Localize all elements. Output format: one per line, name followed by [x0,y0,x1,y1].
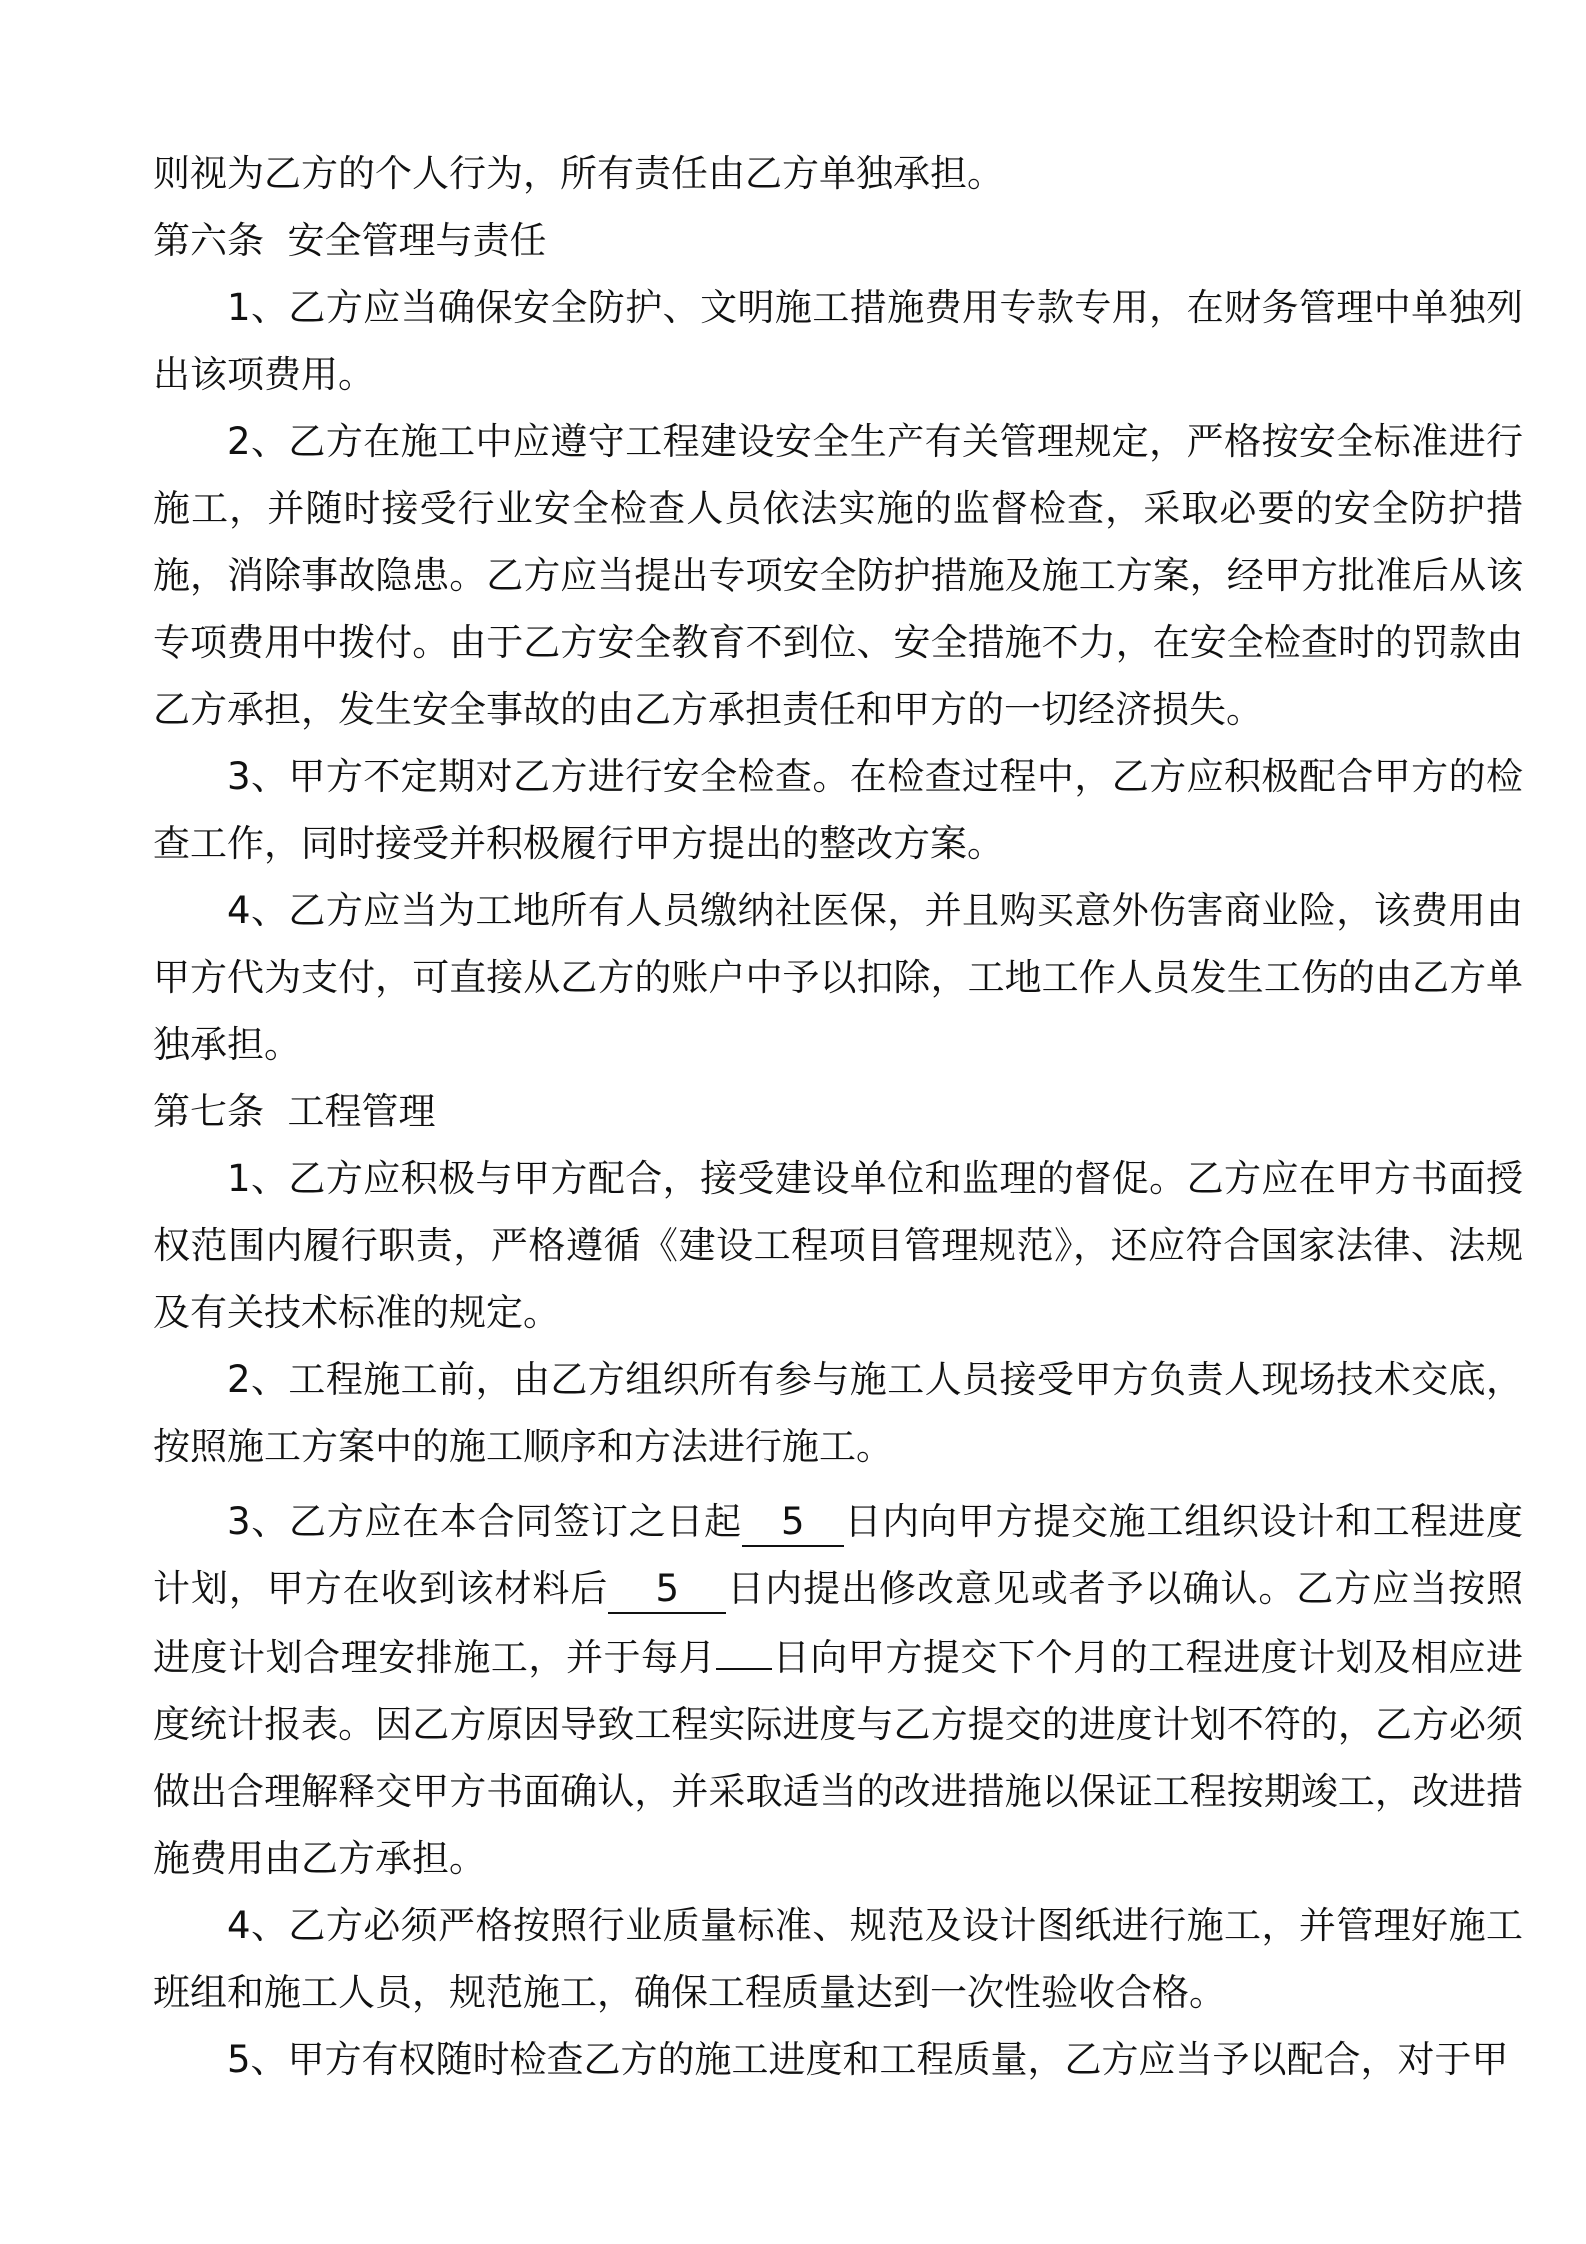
article-7-item-2: 2、工程施工前，由乙方组织所有参与施工人员接受甲方负责人现场技术交底，按照施工方案中的施工顺序和方法进行施工。 [153,1358,1523,1468]
review-days-blank: 5 [608,1566,726,1614]
item-3-text-part-4: 日向甲方提交下个月的工程进度计划及相应进度统计报表。因乙方原因导致工程实际进度与乙方提交的进度计划不符的，乙方必须做出合理解释交甲方书面确认，并采取适当的改进措施以保证工程按期竣工，改进措施费用由乙方承担。 [153,1636,1524,1880]
item-3-text-part-2: 日内向甲方提交施工组织设计和工程进度计划，甲方在收到该材料后 [153,1500,1524,1610]
article-6-item-2: 2、乙方在施工中应遵守工程建设安全生产有关管理规定，严格按安全标准进行施工，并随时接受行业安全检查人员依法实施的监督检查，采取必要的安全防护措施，消除事故隐患。乙方应当提出专项安全防护措施及施工方案，经甲方批准后从该专项费用中拨付。由于乙方安全教育不到位、安全措施不力，在安全检查时的罚款由乙方承担，发生安全事故的由乙方承担责任和甲方的一切经济损失。 [153,420,1523,731]
article-7-item-3 [153,1488,1523,1892]
article-7-item-1: 1、乙方应积极与甲方配合，接受建设单位和监理的督促。乙方应在甲方书面授权范围内履行职责，严格遵循《建设工程项目管理规范》，还应符合国家法律、法规及有关技术标准的规定。 [153,1157,1523,1334]
item-3-text-part-1: 3、乙方应在本合同签订之日起 [227,1500,742,1543]
article-6-item-4: 4、乙方应当为工地所有人员缴纳社医保，并且购买意外伤害商业险，该费用由甲方代为支付，可直接从乙方的账户中予以扣除，工地工作人员发生工伤的由乙方单独承担。 [153,889,1523,1066]
item-3-text-part-3: 日内提出修改意见或者予以确认。乙方应当按照进度计划合理安排施工，并于每月 [153,1567,1524,1679]
article-6-item-1: 1、乙方应当确保安全防护、文明施工措施费用专款专用，在财务管理中单独列出该项费用。 [153,286,1523,396]
article-7-item-4: 4、乙方必须严格按照行业质量标准、规范及设计图纸进行施工，并管理好施工班组和施工人员，规范施工，确保工程质量达到一次性验收合格。 [153,1904,1523,2014]
article-6-heading: 第六条 安全管理与责任 [153,219,547,262]
contract-text [153,140,1523,2093]
article-7-item-5: 5、甲方有权随时检查乙方的施工进度和工程质量，乙方应当予以配合，对于甲 [227,2038,1509,2081]
article-7-heading: 第七条 工程管理 [153,1090,436,1133]
continuation-line: 则视为乙方的个人行为，所有责任由乙方单独承担。 [153,152,1004,195]
article-6-item-3: 3、甲方不定期对乙方进行安全检查。在检查过程中，乙方应积极配合甲方的检查工作，同时接受并积极履行甲方提出的整改方案。 [153,755,1523,865]
submission-days-blank: 5 [742,1499,844,1547]
monthly-day-blank [716,1622,772,1670]
